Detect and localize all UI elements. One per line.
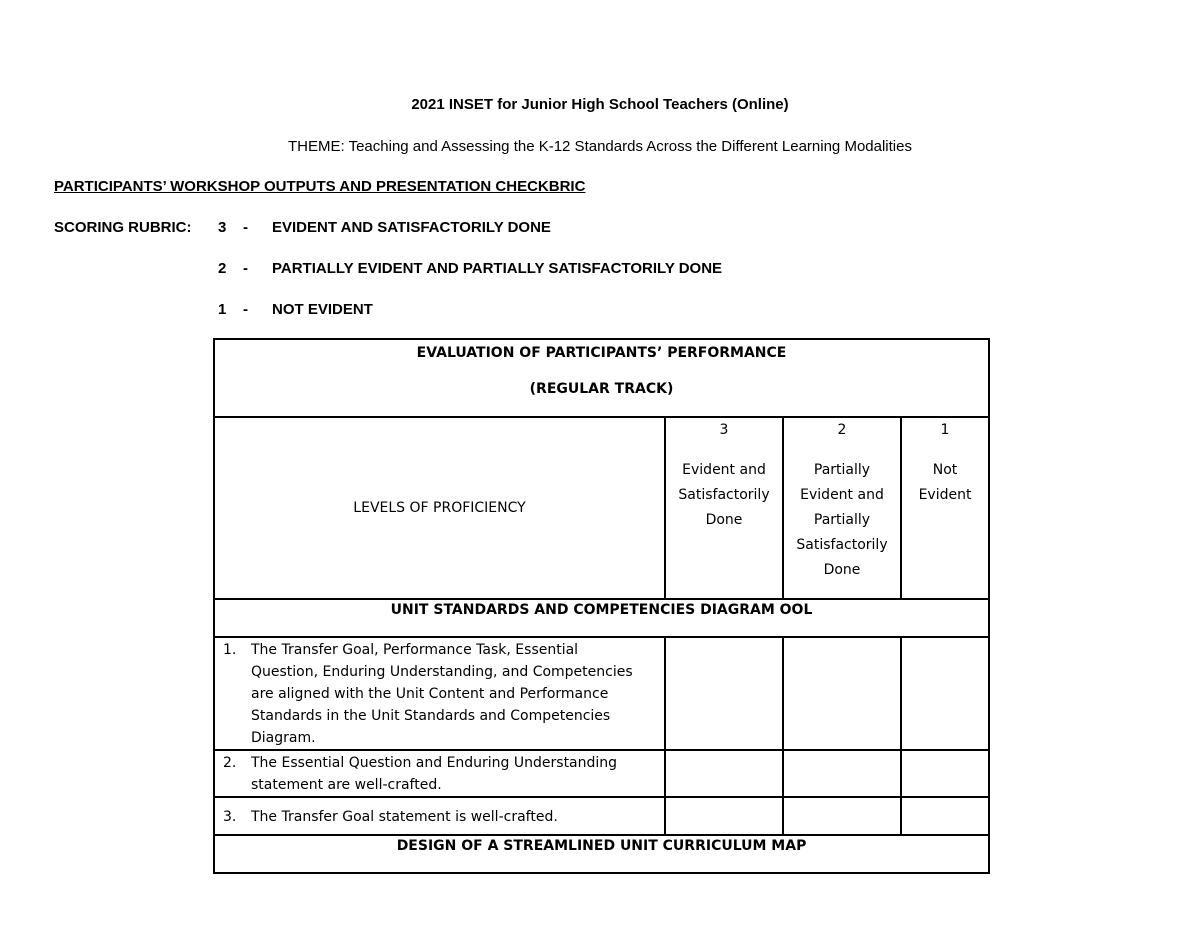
rubric-score: 2 [218,260,227,277]
table-row [214,797,989,835]
criterion-line: statement are well-crafted. [251,777,442,793]
criterion-number: 3. [223,808,237,825]
rubric-description: PARTIALLY EVIDENT AND PARTIALLY SATISFACTORILY DONE [272,260,723,277]
rating-cell-3[interactable] [665,750,783,797]
criterion-number: 1. [223,642,237,658]
criterion-text [251,752,617,796]
criterion-text [251,806,558,828]
evaluation-table [213,338,990,874]
rating-cell-1[interactable] [901,750,989,797]
rating-cell-2[interactable] [783,797,901,835]
score-desc-line: Not [932,462,958,478]
criterion-cell [214,750,665,797]
levels-label: LEVELS OF PROFICIENCY [353,500,526,516]
checkbric-heading: PARTICIPANTS’ WORKSHOP OUTPUTS AND PRESENTATION CHECKBRIC [54,178,586,195]
score-number: 1 [940,422,950,438]
table-row [214,637,989,750]
rubric-score: 1 [218,301,227,318]
track-heading: (REGULAR TRACK) [529,381,674,397]
rubric-dash: - [243,219,248,236]
scoring-rubric-label: SCORING RUBRIC: [54,219,192,236]
rubric-dash: - [243,260,248,277]
criterion-line: The Transfer Goal, Performance Task, Essential [251,642,579,658]
score-column-1 [901,417,989,599]
evaluation-heading: EVALUATION OF PARTICIPANTS’ PERFORMANCE [416,345,787,361]
score-desc-line: Satisfactorily [678,487,770,503]
score-number: 2 [837,422,847,438]
section-unit-standards [214,599,989,637]
section-title: DESIGN OF A STREAMLINED UNIT CURRICULUM MAP [396,838,807,854]
rubric-description: NOT EVIDENT [272,301,373,318]
levels-of-proficiency-header [214,417,665,599]
score-desc-line: Done [823,562,861,578]
score-desc-line: Evident [918,487,972,503]
section-title: UNIT STANDARDS AND COMPETENCIES DIAGRAM OOL [390,602,813,618]
rubric-score: 3 [218,219,227,236]
criterion-text [251,639,633,749]
score-column-3 [665,417,783,599]
score-desc-line: Partially [813,462,871,478]
rating-cell-3[interactable] [665,797,783,835]
criterion-line: Standards in the Unit Standards and Competencies [251,708,611,724]
rating-cell-2[interactable] [783,750,901,797]
criterion-cell [214,797,665,835]
rating-cell-1[interactable] [901,637,989,750]
section-curriculum-map [214,835,989,873]
criterion-line: Question, Enduring Understanding, and Competencies [251,664,633,680]
score-desc-line: Done [705,512,743,528]
document-title: 2021 INSET for Junior High School Teachers (Online) [411,96,789,113]
table-row [214,750,989,797]
rating-cell-1[interactable] [901,797,989,835]
score-desc-line: Partially [813,512,871,528]
criterion-line: Diagram. [251,730,316,746]
score-desc-line: Satisfactorily [796,537,888,553]
rating-cell-3[interactable] [665,637,783,750]
evaluation-header [214,339,989,417]
score-desc-line: Evident and [800,487,884,503]
criterion-line: are aligned with the Unit Content and Performance [251,686,609,702]
criterion-number: 2. [223,755,237,771]
rubric-description: EVIDENT AND SATISFACTORILY DONE [272,219,551,236]
document-theme: THEME: Teaching and Assessing the K-12 Standards Across the Different Learning Modalities [288,138,912,155]
score-number: 3 [719,422,729,438]
criterion-cell [214,637,665,750]
score-desc-line: Evident and [682,462,766,478]
criterion-line: The Transfer Goal statement is well-crafted. [251,808,558,825]
rating-cell-2[interactable] [783,637,901,750]
criterion-line: The Essential Question and Enduring Understanding [251,755,618,771]
rubric-dash: - [243,301,248,318]
score-column-2 [783,417,901,599]
